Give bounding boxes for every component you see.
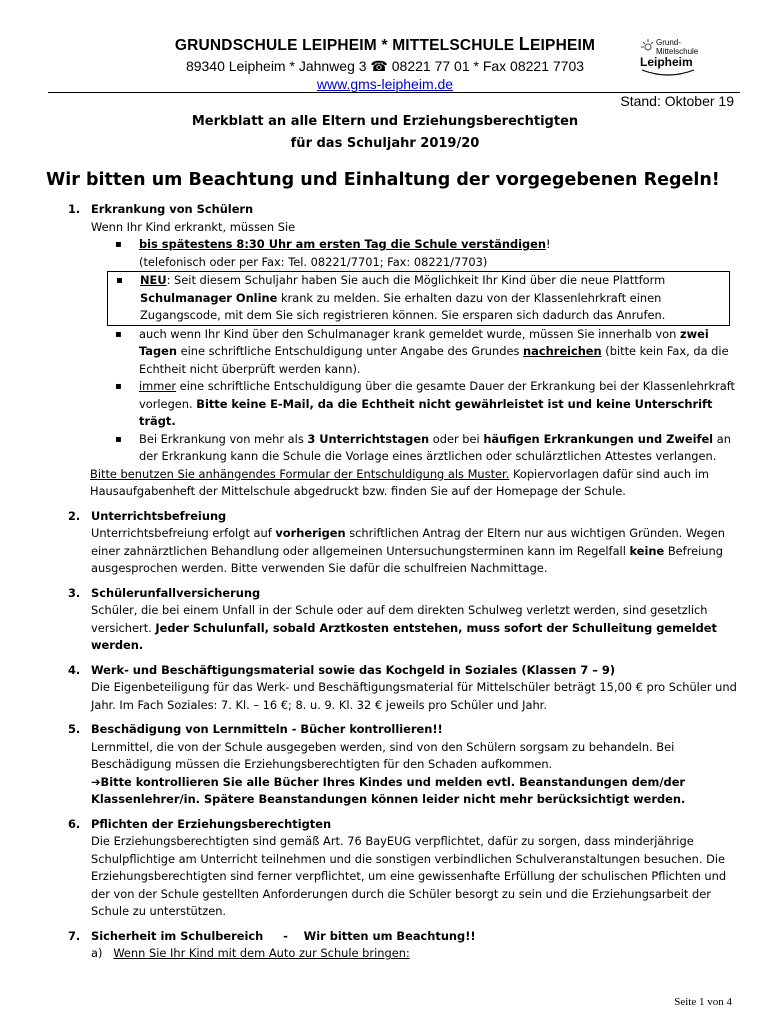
- section-title: Unterrichtsbefreiung: [91, 508, 227, 523]
- form-note: Bitte benutzen Sie anhängendes Formular der Entschuldigung als Muster. Kopiervorlagen dafür sind auch im Hausaufgabenheft der Mittelschule abgedruckt bzw. finden Sie auf der Homepage der Schule.: [90, 466, 709, 498]
- school-logo: [636, 38, 700, 78]
- section-duties: 6. Pflichten der Erziehungsberechtigten Die Erziehungsberechtigten sind gemäß Art. 76 BayEUG verpflichtet, dafür zu sorgen, dass minderjährige Schulpflichtige am Unterricht teilnehmen und die sonstigen verbindlichen Schulveranstaltungen besuchen. Die Erziehungsberechtigten sind ferner verpflichtet, um eine gewissenhafte Erfüllung der schulischen Pflichten und der von der Schule gestellten Anforderungen durch die Schüler besorgt zu sein und die Erziehungsarbeit der Schule zu unterstützen.: [48, 816, 740, 921]
- section-exemption: 2. Unterrichtsbefreiung Unterrichtsbefreiung erfolgt auf vorherigen schriftlichen Antrag der Eltern nur aus wichtigen Gründen. Wegen einer zahnärztlichen Behandlung oder allgemeinen Untersuchungsterminen kann im Regelfall keine Befreiung ausgesprochen werden. Bitte verwenden Sie dafür die schulfreien Nachmittage.: [48, 508, 740, 578]
- list-item: ▪ bis spätestens 8:30 Uhr am ersten Tag die Schule verständigen! (telefonisch oder per Fax: Tel. 08221/7701; Fax: 08221/7703): [91, 236, 740, 271]
- logo-name: Leipheim: [640, 55, 693, 69]
- section-title: Schülerunfallversicherung: [91, 585, 261, 600]
- section-illness: 1. Erkrankung von Schülern Wenn Ihr Kind erkrankt, müssen Sie ▪ bis spätestens 8:30 Uhr am ersten Tag die Schule verständigen! (telefonisch oder per Fax: Tel. 08221/7701; Fax: 08221/7703) ▪ NEU: Seit diesem Schuljahr haben Sie auch die Möglichkeit Ihr Kind über die neue Plattform Schulmanager Online krank zu melden. Sie erhalten dazu von der Klassenlehrkraft einen Zugangscode, mit dem Sie sich registrieren können. Sie ersparen sich dadurch das Anrufen. ▪ auch wenn Ihr Kind über den Schulmanager krank gemeldet wurde, müssen Sie innerhalb von zwei Tagen eine schriftliche Entschuldigung unter Angabe des Grundes nachreichen (bitte kein Fax, da die Echtheit nicht überprüft werden kann). ▪ immer eine schriftliche Entschuldigung über die gesamte Dauer der Erkrankung bei der Klassenlehrkraft vorlegen. Bitte keine E-Mail, da die Echtheit nicht gewährleistet ist und keine Unterschrift trägt. ▪ Bei Erkrankung von mehr als 3 Unterrichtstagen oder bei häufigen Erkrankungen und Zweifel an der Erkrankung kann die Schule die Vorlage eines ärztlichen oder schulärztlichen Attestes verlangen. Bitte benutzen Sie anhängendes Formular der Entschuldigung als Muster. Kopiervorlagen dafür sind auch im Hausaufgabenheft der Mittelschule abgedruckt bzw. finden Sie auf der Homepage der Schule.: [48, 201, 740, 501]
- school-address: 89340 Leipheim * Jahnweg 3 ☎ 08221 77 01 * Fax 08221 7703: [185, 57, 585, 74]
- section-title: Pflichten der Erziehungsberechtigten: [91, 816, 332, 831]
- list-item: ▪ immer eine schriftliche Entschuldigung über die gesamte Dauer der Erkrankung bei der Klassenlehrkraft vorlegen. Bitte keine E-Mail, da die Echtheit nicht gewährleistet ist und keine Unterschrift trägt.: [91, 378, 740, 431]
- logo-swoosh-icon: [638, 66, 698, 80]
- section-title: Sicherheit im Schulbereich - Wir bitten um Beachtung!!: [91, 928, 476, 943]
- list-item: ▪ auch wenn Ihr Kind über den Schulmanager krank gemeldet wurde, müssen Sie innerhalb von zwei Tagen eine schriftliche Entschuldigung unter Angabe des Grundes nachreichen (bitte kein Fax, da die Echtheit nicht überprüft werden kann).: [91, 326, 740, 379]
- rules-content: [48, 201, 740, 970]
- list-item: ▪ Bei Erkrankung von mehr als 3 Unterrichtstagen oder bei häufigen Erkrankungen und Zweifel an der Erkrankung kann die Schule die Vorlage eines ärztlichen oder schulärztlichen Attestes verlangen.: [91, 431, 740, 466]
- section-title: Werk- und Beschäftigungsmaterial sowie das Kochgeld in Soziales (Klassen 7 – 9): [91, 662, 616, 677]
- document-title: Merkblatt an alle Eltern und Erziehungsberechtigten für das Schuljahr 2019/20: [191, 114, 579, 151]
- section-damage: 5. Beschädigung von Lernmitteln - Bücher kontrollieren!! Lernmittel, die von der Schule ausgegeben werden, sind von den Schülern sorgsam zu behandeln. Bei Beschädigung müssen die Erziehungsberechtigten für den Schaden aufkommen. ➔Bitte kontrollieren Sie alle Bücher Ihres Kindes und melden evtl. Beanstandungen dem/der Klassenlehrer/in. Spätere Beanstandungen können leider nicht mehr berücksichtigt werden.: [48, 721, 740, 809]
- section-title: Erkrankung von Schülern: [91, 202, 254, 216]
- school-website-link[interactable]: www.gms-leipheim.de: [316, 76, 454, 92]
- document-date: Stand: Oktober 19: [620, 93, 734, 109]
- section-title: Beschädigung von Lernmitteln - Bücher kontrollieren!!: [91, 722, 443, 736]
- section-insurance: 3. Schülerunfallversicherung Schüler, die bei einem Unfall in der Schule oder auf dem direkten Schulweg verletzt werden, sind gesetzlich versichert. Jeder Schulunfall, sobald Arztkosten entstehen, muss sofort der Schulleitung gemeldet werden.: [48, 585, 740, 655]
- school-name: GRUNDSCHULE LEIPHEIM * MITTELSCHULE LEIPHEIM: [174, 34, 596, 54]
- section-safety: 7. Sicherheit im Schulbereich - Wir bitten um Beachtung!! a) Wenn Sie Ihr Kind mit dem Auto zur Schule bringen:: [48, 928, 740, 963]
- logo-line-2: Mittelschule: [656, 47, 699, 56]
- new-platform-box: ▪ NEU: Seit diesem Schuljahr haben Sie auch die Möglichkeit Ihr Kind über die neue Plattform Schulmanager Online krank zu melden. Sie erhalten dazu von der Klassenlehrkraft einen Zugangscode, mit dem Sie sich registrieren können. Sie ersparen sich dadurch das Anrufen.: [107, 271, 730, 326]
- section-materials: 4. Werk- und Beschäftigungsmaterial sowie das Kochgeld in Soziales (Klassen 7 – 9) Die Eigenbeteiligung für das Werk- und Beschäftigungsmaterial für Mittelschüler beträgt 15,00 € pro Schüler und Jahr. Im Fach Soziales: 7. Kl. – 16 €; 8. u. 9. Kl. 32 € jeweils pro Schüler und Jahr.: [48, 662, 740, 715]
- page-number: Seite 1 von 4: [674, 996, 732, 1008]
- logo-line-1: Grund-: [656, 38, 681, 47]
- main-headline: Wir bitten um Beachtung und Einhaltung der vorgegebenen Regeln!: [46, 170, 720, 190]
